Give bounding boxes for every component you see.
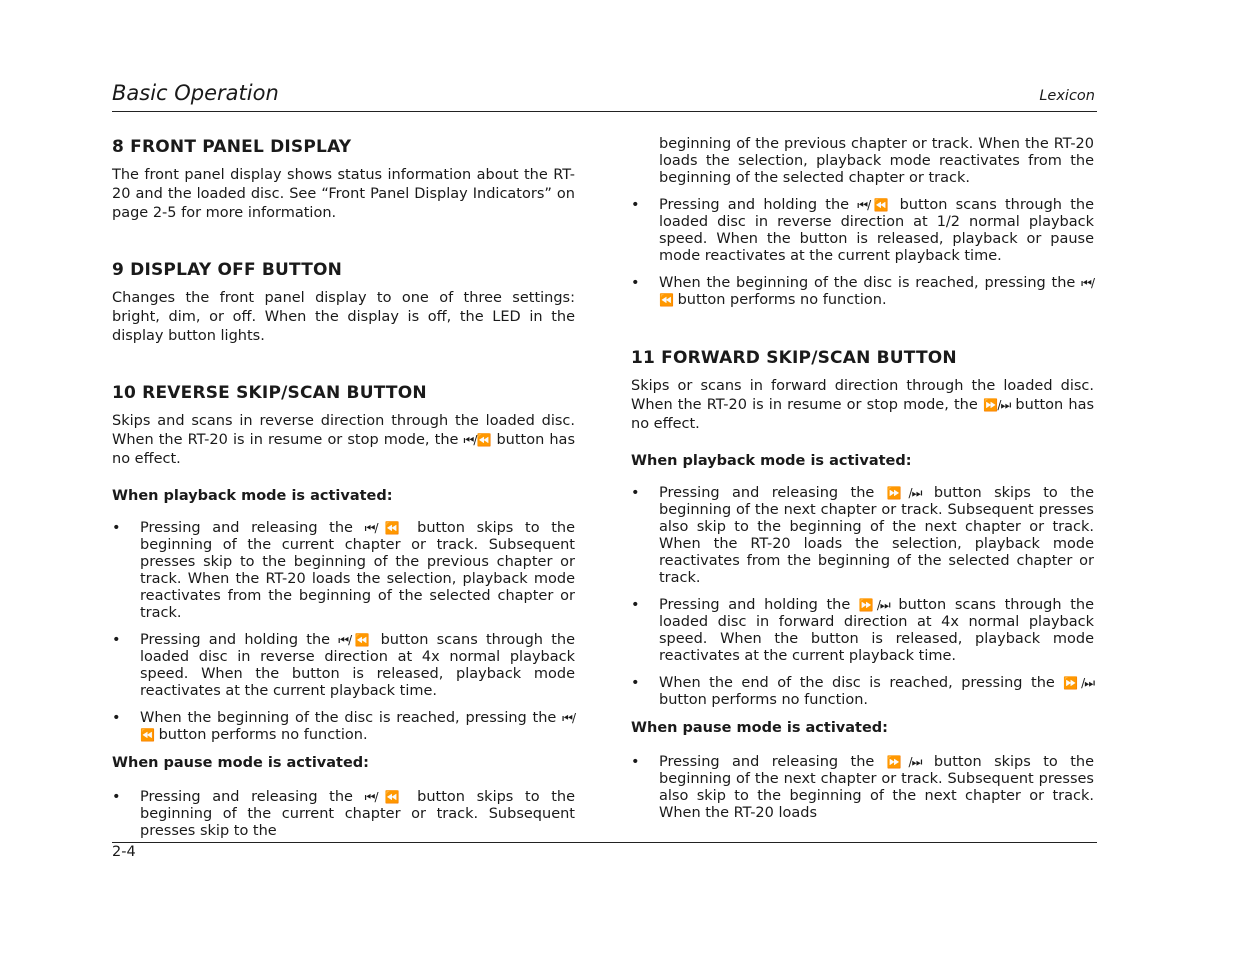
forward-intro-part-a: Skips or scans in forward direction through the loaded disc. When the RT-20 is in resume or stop mode, the xyxy=(631,378,1094,413)
forward-skip-icon: ⏩/⏭ xyxy=(886,486,922,500)
bullet-text: Pressing and releasing the xyxy=(659,485,875,501)
bullet-text: When the end of the disc is reached, pressing the xyxy=(659,675,1055,691)
right-column xyxy=(631,136,1094,832)
reverse-skip-icon: ⏮/⏪ xyxy=(463,433,492,447)
list-item xyxy=(631,197,1094,265)
header-rule xyxy=(112,111,1097,112)
section-heading-display-off-button: 9 DISPLAY OFF BUTTON xyxy=(112,260,343,280)
playback-mode-heading: When playback mode is activated: xyxy=(631,453,912,469)
reverse-skip-icon: ⏮/⏪ xyxy=(364,521,406,535)
list-item xyxy=(631,275,1094,309)
bullet-text: button performs no function. xyxy=(158,727,368,743)
list-item xyxy=(631,754,1094,822)
list-item xyxy=(112,520,575,622)
reverse-skip-icon: ⏮/⏪ xyxy=(364,790,406,804)
bullet-text: beginning of the previous chapter or track. When the RT-20 loads the selection, playback mode reactivates from the beginning of the selected chapter or track. xyxy=(659,136,1094,186)
list-item xyxy=(112,710,575,744)
bullet-text: Pressing and releasing the xyxy=(140,789,353,805)
front-panel-display-text: The front panel display shows status information about the RT-20 and the loaded disc. See “Front Panel Display Indicators” on page 2-5 for more information. xyxy=(112,167,575,221)
list-item xyxy=(631,597,1094,665)
reverse-pause-list xyxy=(112,789,575,840)
list-item xyxy=(631,675,1094,709)
bullet-text: button scans through the loaded disc in forward direction at 4x normal playback speed. When the button is released, playback mode reactivates at the current playback time. xyxy=(659,597,1094,664)
reverse-skip-icon: ⏮/⏪ xyxy=(857,198,892,212)
bullet-text: button skips to the beginning of the next chapter or track. Subsequent presses also skip to the beginning of the next chapter or track. When the RT-20 loads the selection, playback mode reactivates from the beginning of the selected chapter or track. xyxy=(659,485,1095,586)
bullet-text: When the beginning of the disc is reached, pressing the xyxy=(659,275,1076,291)
bullet-text: button scans through the loaded disc in reverse direction at 1/2 normal playback speed. When the button is released, playback or pause mode reactivates at the current playback time. xyxy=(659,197,1094,264)
playback-mode-heading: When playback mode is activated: xyxy=(112,488,393,504)
forward-skip-icon: ⏩/⏭ xyxy=(886,755,922,769)
page-header-title: Basic Operation xyxy=(112,81,279,105)
list-item xyxy=(112,789,575,840)
reverse-skip-icon: ⏮/⏪ xyxy=(140,711,576,742)
bullet-text: button skips to the beginning of the current chapter or track. Subsequent presses skip to the beginning of the previous chapter or track. When the RT-20 loads the selection, playback mode reactivates from the beginning of the selected chapter or track. xyxy=(140,520,576,621)
bullet-text: Pressing and releasing the xyxy=(140,520,353,536)
reverse-playback-list xyxy=(112,520,575,744)
reverse-skip-icon: ⏮/⏪ xyxy=(338,633,373,647)
display-off-text: Changes the front panel display to one of three settings: bright, dim, or off. When the display is off, the LED in the display button lights. xyxy=(112,290,575,344)
brand-name: Lexicon xyxy=(1039,88,1095,104)
forward-playback-list xyxy=(631,485,1094,709)
forward-intro-part-b: button has no effect. xyxy=(631,397,1095,432)
list-item xyxy=(631,485,1094,587)
pause-mode-heading: When pause mode is activated: xyxy=(631,720,888,736)
bullet-text: Pressing and holding the xyxy=(659,197,850,213)
reverse-skip-icon: ⏮/⏪ xyxy=(659,276,1095,307)
forward-skip-icon: ⏩/⏭ xyxy=(982,398,1011,412)
bullet-text: button skips to the beginning of the current chapter or track. Subsequent presses skip to the xyxy=(140,789,576,839)
bullet-text: button scans through the loaded disc in reverse direction at 4x normal playback speed. When the button is released, playback mode reactivates at the current playback time. xyxy=(140,632,575,699)
pause-mode-heading: When pause mode is activated: xyxy=(112,755,369,771)
reverse-skip-intro xyxy=(112,412,575,469)
list-item xyxy=(112,632,575,700)
forward-skip-intro xyxy=(631,377,1094,434)
section-heading-reverse-skip-scan: 10 REVERSE SKIP/SCAN BUTTON xyxy=(112,383,427,403)
bullet-text: button performs no function. xyxy=(659,692,869,708)
section-heading-front-panel-display: 8 FRONT PANEL DISPLAY xyxy=(112,137,352,157)
page-number: 2-4 xyxy=(112,844,136,860)
forward-skip-icon: ⏩/⏭ xyxy=(858,598,890,612)
section-heading-forward-skip-scan: 11 FORWARD SKIP/SCAN BUTTON xyxy=(631,348,957,368)
bullet-text: button skips to the beginning of the next chapter or track. Subsequent presses also skip to the beginning of the next chapter or track. When the RT-20 loads xyxy=(659,754,1095,821)
reverse-intro-part-b: button has no effect. xyxy=(112,432,575,467)
forward-skip-icon: ⏩/⏭ xyxy=(1063,676,1094,690)
bullet-text: Pressing and releasing the xyxy=(659,754,875,770)
forward-pause-list xyxy=(631,754,1094,822)
bullet-text: Pressing and holding the xyxy=(659,597,851,613)
bullet-text: Pressing and holding the xyxy=(140,632,331,648)
reverse-intro-part-a: Skips and scans in reverse direction through the loaded disc. When the RT-20 is in resume or stop mode, the xyxy=(112,413,575,448)
left-column xyxy=(112,136,575,850)
footer-rule xyxy=(112,842,1097,843)
bullet-text: button performs no function. xyxy=(677,292,887,308)
bullet-text: When the beginning of the disc is reached, pressing the xyxy=(140,710,557,726)
reverse-pause-list-continued xyxy=(631,136,1094,309)
list-item-continued xyxy=(631,136,1094,187)
